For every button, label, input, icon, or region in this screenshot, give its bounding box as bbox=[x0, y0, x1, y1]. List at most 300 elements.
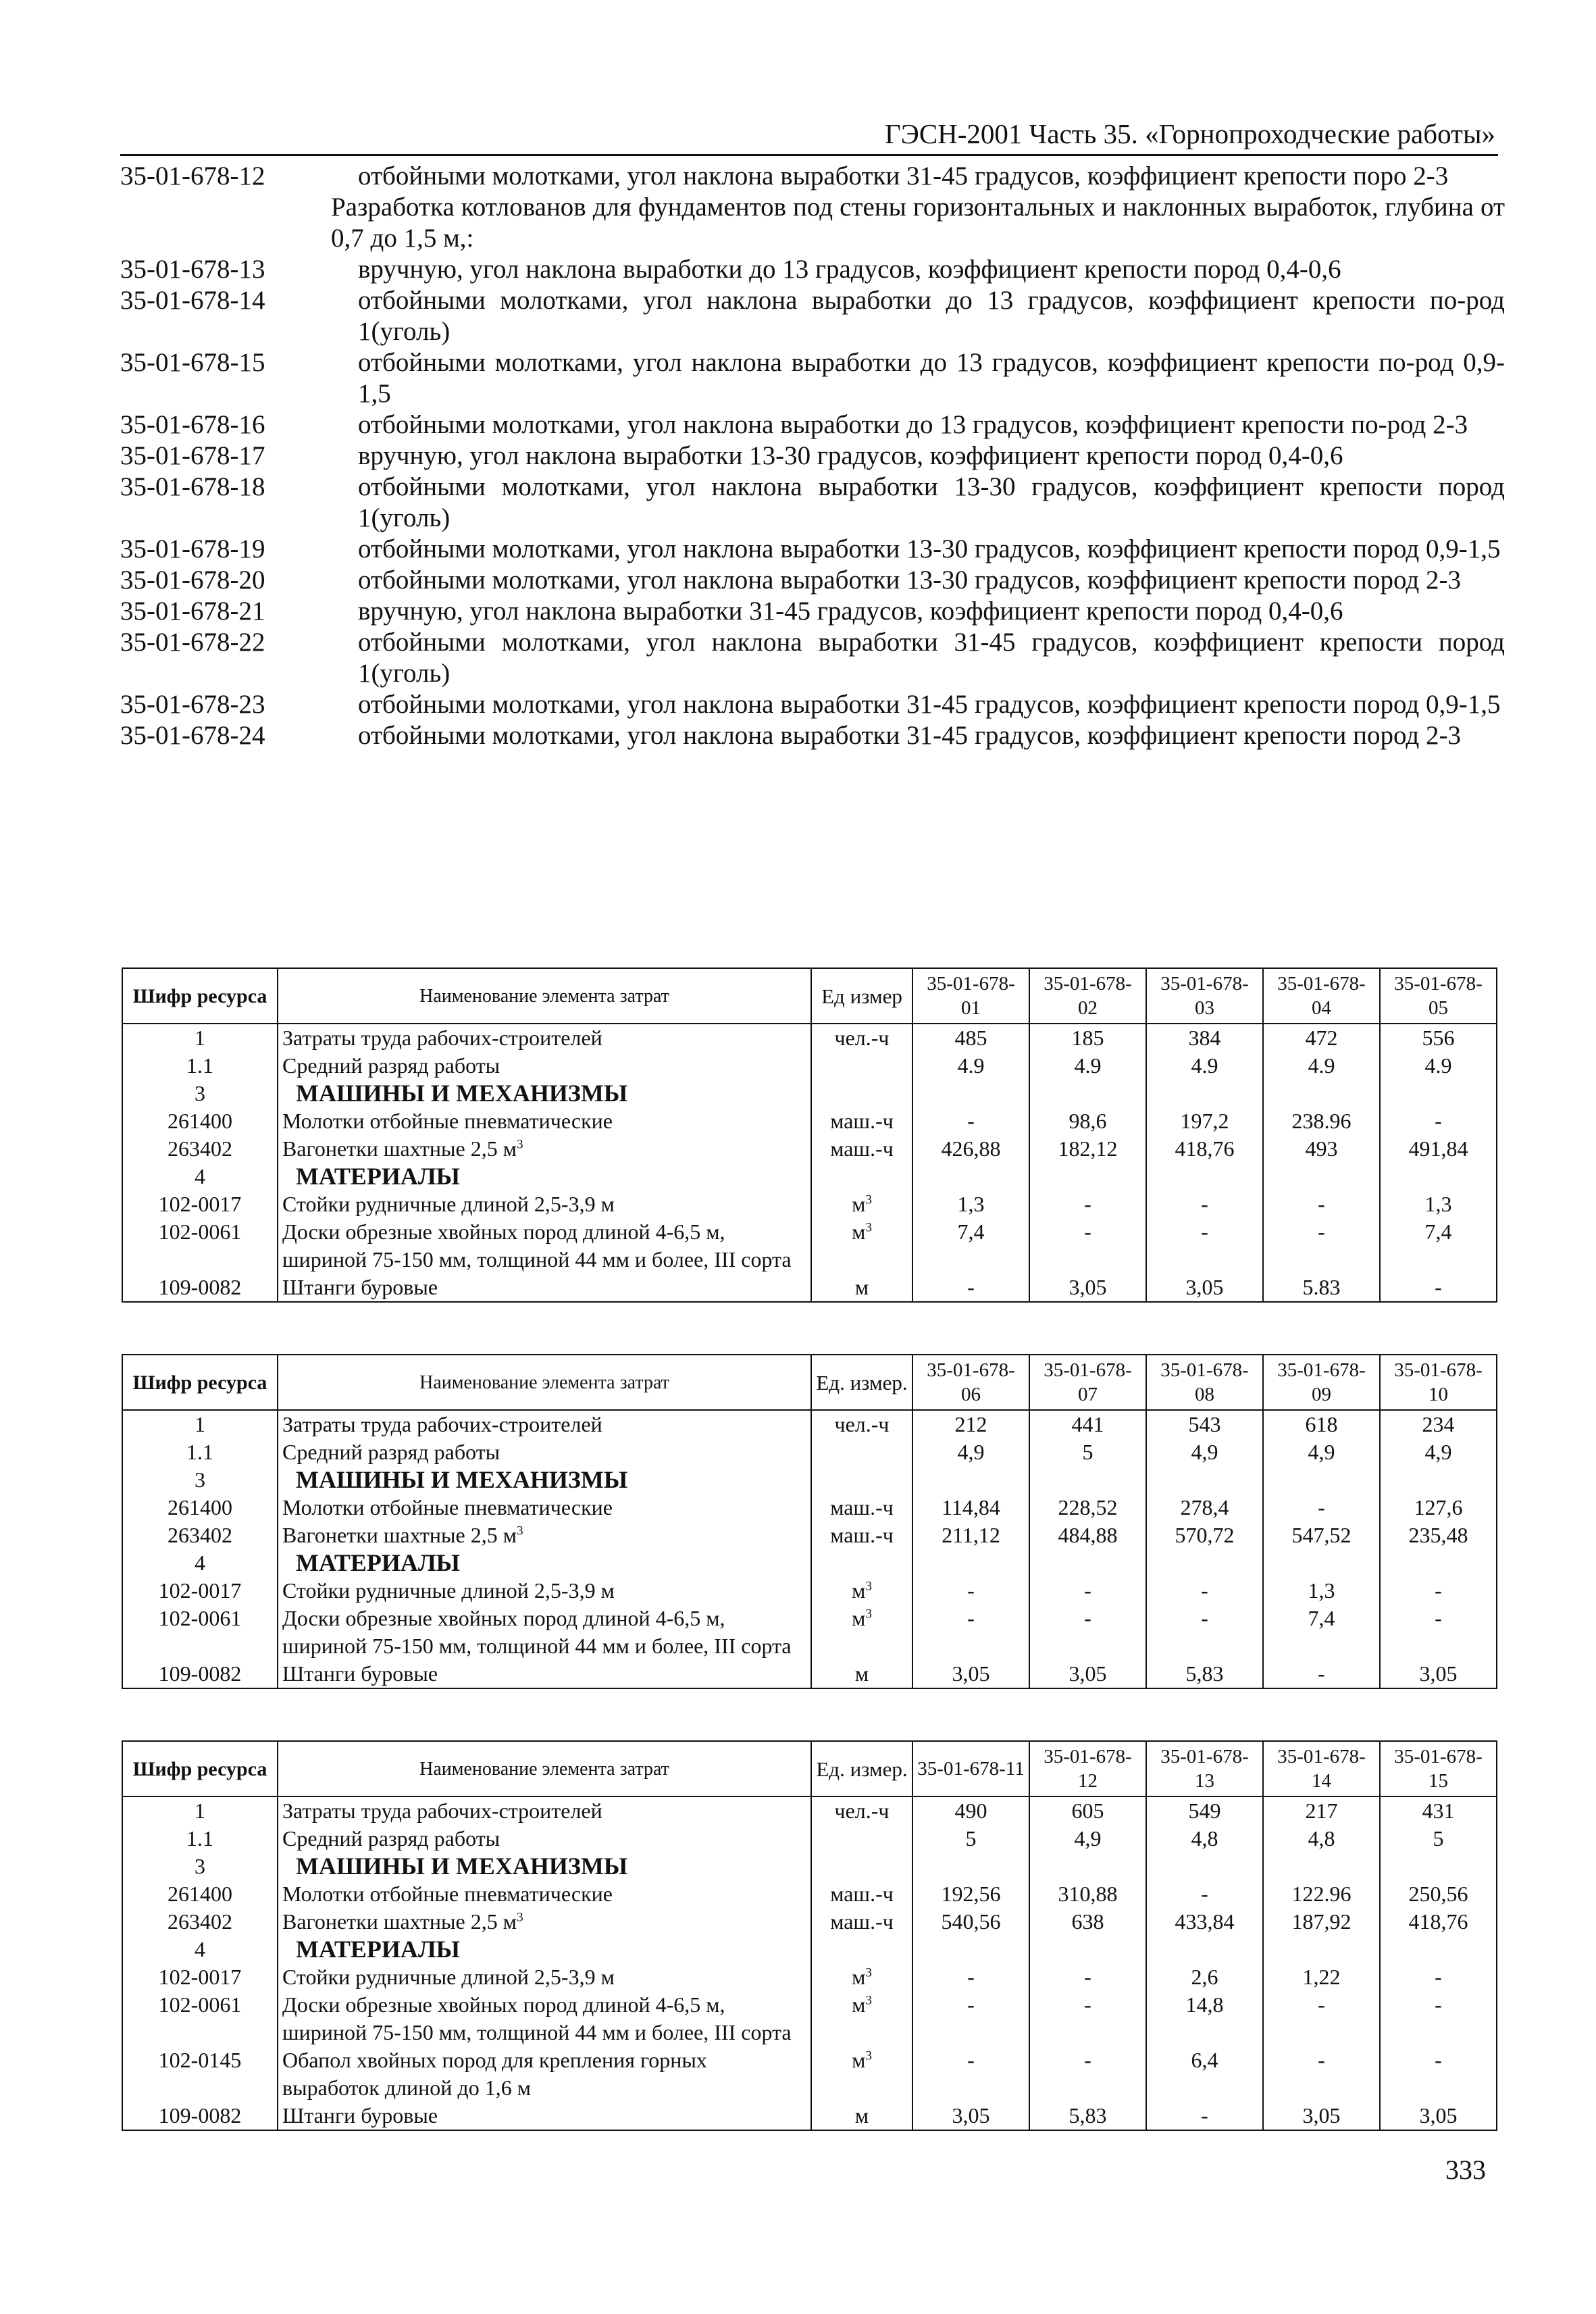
resource-code: 1.1 bbox=[122, 1438, 278, 1466]
norm-value: - bbox=[912, 1107, 1029, 1135]
norm-value bbox=[1380, 1936, 1497, 1963]
cost-element-text: Штанги буровые bbox=[282, 1275, 438, 1299]
unit bbox=[811, 1521, 912, 1549]
work-text: отбойными молотками, угол наклона выработки 13-30 градусов, коэффициент крепости пород 2-3 bbox=[358, 565, 1461, 595]
table-row bbox=[122, 1577, 1497, 1605]
norm-value: 1,22 bbox=[1263, 1963, 1380, 1991]
unit bbox=[811, 1410, 912, 1438]
unit bbox=[811, 1494, 912, 1521]
norm-value: 472 bbox=[1263, 1024, 1380, 1052]
norm-value: 3,05 bbox=[1029, 1274, 1146, 1302]
norm-value: - bbox=[1029, 1577, 1146, 1605]
cost-element-text: Штанги буровые bbox=[282, 2103, 438, 2128]
unit bbox=[811, 1438, 912, 1466]
table-row bbox=[122, 1218, 1497, 1274]
cost-element-name bbox=[278, 1163, 811, 1190]
cost-element-name bbox=[278, 1963, 811, 1991]
header-norm-code: 35-01-678-07 bbox=[1029, 1355, 1146, 1410]
cost-element-name bbox=[278, 1190, 811, 1218]
resource-code: 3 bbox=[122, 1466, 278, 1494]
header-norm-code: 35-01-678-01 bbox=[912, 968, 1029, 1024]
norm-value: - bbox=[1263, 1991, 1380, 2046]
norm-value bbox=[1029, 1549, 1146, 1577]
cost-element-name bbox=[278, 1466, 811, 1494]
resource-code: 102-0017 bbox=[122, 1577, 278, 1605]
superscript: 3 bbox=[516, 1137, 523, 1152]
norm-value: 4.9 bbox=[912, 1052, 1029, 1080]
header-norm-code: 35-01-678-10 bbox=[1380, 1355, 1497, 1410]
table-row bbox=[122, 1660, 1497, 1688]
norm-value: - bbox=[1380, 1107, 1497, 1135]
norm-value: - bbox=[1146, 1218, 1263, 1274]
norm-value bbox=[1146, 1853, 1263, 1880]
work-text: отбойными молотками, угол наклона выработки 31-45 градусов, коэффициент крепости пород 1(уголь) bbox=[358, 628, 1505, 688]
header-norm-code: 35-01-678-05 bbox=[1380, 968, 1497, 1024]
unit bbox=[811, 2102, 912, 2130]
section-row bbox=[122, 1080, 1497, 1107]
unit bbox=[811, 1080, 912, 1107]
norm-value: 187,92 bbox=[1263, 1908, 1380, 1936]
norm-value: - bbox=[912, 1605, 1029, 1660]
superscript: 3 bbox=[865, 1965, 872, 1980]
norm-value: 547,52 bbox=[1263, 1521, 1380, 1549]
work-text: вручную, угол наклона выработки до 13 градусов, коэффициент крепости пород 0,4-0,6 bbox=[358, 255, 1341, 284]
unit-text: маш.-ч bbox=[830, 1109, 894, 1133]
unit bbox=[811, 1963, 912, 1991]
unit bbox=[811, 1163, 912, 1190]
resource-code: 261400 bbox=[122, 1107, 278, 1135]
norm-value: 549 bbox=[1146, 1796, 1263, 1825]
header-norm-code: 35-01-678-09 bbox=[1263, 1355, 1380, 1410]
norm-value: 5,83 bbox=[1146, 1660, 1263, 1688]
resource-code: 3 bbox=[122, 1080, 278, 1107]
header-norm-code: 35-01-678-08 bbox=[1146, 1355, 1263, 1410]
header-unit: Ед. измер. bbox=[811, 1355, 912, 1410]
norm-value bbox=[912, 1080, 1029, 1107]
resource-code: 102-0061 bbox=[122, 1605, 278, 1660]
norm-value: 384 bbox=[1146, 1024, 1263, 1052]
work-item bbox=[120, 285, 1505, 347]
table-row bbox=[122, 1605, 1497, 1660]
superscript: 3 bbox=[865, 1993, 872, 2008]
work-code: 35-01-678-19 bbox=[120, 534, 265, 563]
cost-element-text: МАТЕРИАЛЫ bbox=[296, 1936, 460, 1963]
norm-value bbox=[1380, 1466, 1497, 1494]
norm-value: 605 bbox=[1029, 1796, 1146, 1825]
unit bbox=[811, 2046, 912, 2102]
norm-value: - bbox=[1029, 1218, 1146, 1274]
norm-value: 3,05 bbox=[1029, 1660, 1146, 1688]
norm-value: 7,4 bbox=[1263, 1605, 1380, 1660]
cost-element-text: Стойки рудничные длиной 2,5-3,9 м bbox=[282, 1578, 615, 1603]
unit-text: м bbox=[854, 1661, 869, 1686]
work-text: отбойными молотками, угол наклона выработки 31-45 градусов, коэффициент крепости пород 2-3 bbox=[358, 721, 1461, 750]
cost-element-text: МАШИНЫ И МЕХАНИЗМЫ bbox=[296, 1466, 628, 1493]
cost-element-text: Штанги буровые bbox=[282, 1661, 438, 1686]
cost-element-name bbox=[278, 1135, 811, 1163]
table-row bbox=[122, 1438, 1497, 1466]
norm-value: 278,4 bbox=[1146, 1494, 1263, 1521]
work-code: 35-01-678-16 bbox=[120, 410, 265, 439]
superscript: 3 bbox=[865, 1192, 872, 1207]
norm-value: 14,8 bbox=[1146, 1991, 1263, 2046]
superscript: 3 bbox=[865, 1607, 872, 1621]
norm-value: 7,4 bbox=[912, 1218, 1029, 1274]
norm-value bbox=[1263, 1549, 1380, 1577]
norm-value: 426,88 bbox=[912, 1135, 1029, 1163]
norm-value: 493 bbox=[1263, 1135, 1380, 1163]
norm-value: 4,9 bbox=[1380, 1438, 1497, 1466]
cost-element-name bbox=[278, 1024, 811, 1052]
cost-element-text: Молотки отбойные пневматические bbox=[282, 1109, 613, 1133]
norm-value: 4.9 bbox=[1029, 1052, 1146, 1080]
work-item bbox=[120, 161, 1505, 192]
work-text: отбойными молотками, угол наклона выработки до 13 градусов, коэффициент крепости по-род 1(уголь) bbox=[358, 286, 1505, 346]
cost-element-name bbox=[278, 1494, 811, 1521]
header-unit: Ед измер bbox=[811, 968, 912, 1024]
unit bbox=[811, 1825, 912, 1853]
cost-element-name bbox=[278, 1438, 811, 1466]
resource-code: 109-0082 bbox=[122, 1274, 278, 1302]
norm-value bbox=[1263, 1080, 1380, 1107]
norm-value: - bbox=[1263, 1660, 1380, 1688]
cost-element-name bbox=[278, 2046, 811, 2102]
unit bbox=[811, 1660, 912, 1688]
norm-value: 228,52 bbox=[1029, 1494, 1146, 1521]
unit-text: чел.-ч bbox=[834, 1026, 890, 1050]
norm-value bbox=[1029, 1163, 1146, 1190]
norm-value: 3,05 bbox=[1380, 1660, 1497, 1688]
work-item bbox=[120, 409, 1505, 441]
norm-value: - bbox=[1380, 1991, 1497, 2046]
cost-element-text: Молотки отбойные пневматические bbox=[282, 1495, 613, 1519]
norm-value: 5 bbox=[912, 1825, 1029, 1853]
cost-element-text: Стойки рудничные длиной 2,5-3,9 м bbox=[282, 1965, 615, 1989]
norm-value: - bbox=[1146, 2102, 1263, 2130]
norm-value bbox=[1263, 1163, 1380, 1190]
work-text: отбойными молотками, угол наклона выработки 31-45 градусов, коэффициент крепости поро 2-3 bbox=[358, 161, 1449, 191]
norm-value: 485 bbox=[912, 1024, 1029, 1052]
section-row bbox=[122, 1163, 1497, 1190]
table-header-row bbox=[122, 1355, 1497, 1410]
unit-text: чел.-ч bbox=[834, 1412, 890, 1436]
norm-value: 418,76 bbox=[1146, 1135, 1263, 1163]
work-text: отбойными молотками, угол наклона выработки до 13 градусов, коэффициент крепости по-род 0,9-1,5 bbox=[358, 348, 1505, 408]
cost-element-name bbox=[278, 1521, 811, 1549]
unit-text: маш.-ч bbox=[830, 1909, 894, 1934]
unit bbox=[811, 1190, 912, 1218]
norm-value: - bbox=[1263, 2046, 1380, 2102]
norm-value: - bbox=[1029, 1605, 1146, 1660]
cost-element-text: Доски обрезные хвойных пород длиной 4-6,5 м, шириной 75-150 мм, толщиной 44 мм и более, III сорта bbox=[282, 1992, 792, 2044]
norm-value: 4,8 bbox=[1263, 1825, 1380, 1853]
header-norm-code: 35-01-678-14 bbox=[1263, 1741, 1380, 1796]
work-code: 35-01-678-20 bbox=[120, 565, 265, 595]
work-item bbox=[120, 565, 1505, 596]
norm-value: - bbox=[1263, 1494, 1380, 1521]
norm-value: - bbox=[1380, 1963, 1497, 1991]
cost-element-name bbox=[278, 1991, 811, 2046]
cost-element-text: Средний разряд работы bbox=[282, 1826, 500, 1851]
norm-value: 5 bbox=[1380, 1825, 1497, 1853]
table-row bbox=[122, 1190, 1497, 1218]
norm-value bbox=[912, 1936, 1029, 1963]
unit bbox=[811, 1135, 912, 1163]
resource-code: 109-0082 bbox=[122, 2102, 278, 2130]
norm-value: - bbox=[1146, 1577, 1263, 1605]
work-text: вручную, угол наклона выработки 31-45 градусов, коэффициент крепости пород 0,4-0,6 bbox=[358, 597, 1343, 626]
header-title: ГЭСН-2001 Часть 35. «Горнопроходческие работы» bbox=[885, 118, 1495, 149]
norm-value bbox=[1146, 1163, 1263, 1190]
header-norm-code: 35-01-678-06 bbox=[912, 1355, 1029, 1410]
norm-value: 4,9 bbox=[1263, 1438, 1380, 1466]
superscript: 3 bbox=[516, 1524, 523, 1538]
cost-element-text: МАШИНЫ И МЕХАНИЗМЫ bbox=[296, 1853, 628, 1880]
cost-element-text: Затраты труда рабочих-строителей bbox=[282, 1799, 602, 1823]
table-row bbox=[122, 1024, 1497, 1052]
norm-value: 3,05 bbox=[912, 1660, 1029, 1688]
header-cost-element: Наименование элемента затрат bbox=[278, 1355, 811, 1410]
cost-element-text: Средний разряд работы bbox=[282, 1440, 500, 1464]
norm-value: - bbox=[912, 1991, 1029, 2046]
unit bbox=[811, 1991, 912, 2046]
cost-element-text: Вагонетки шахтные 2,5 м bbox=[282, 1523, 517, 1547]
norm-value: 490 bbox=[912, 1796, 1029, 1825]
header-unit: Ед. измер. bbox=[811, 1741, 912, 1796]
norm-value bbox=[1146, 1466, 1263, 1494]
resource-code: 102-0145 bbox=[122, 2046, 278, 2102]
norm-value bbox=[1029, 1936, 1146, 1963]
norm-value: - bbox=[1263, 1190, 1380, 1218]
norm-value: - bbox=[1380, 1577, 1497, 1605]
section-row bbox=[122, 1936, 1497, 1963]
norm-value: - bbox=[912, 1274, 1029, 1302]
section-row bbox=[122, 1853, 1497, 1880]
norm-value: - bbox=[1146, 1605, 1263, 1660]
norm-value bbox=[1146, 1936, 1263, 1963]
cost-element-name bbox=[278, 1080, 811, 1107]
work-code: 35-01-678-15 bbox=[120, 348, 265, 377]
page-number: 333 bbox=[1445, 2155, 1486, 2185]
norm-value: 192,56 bbox=[912, 1880, 1029, 1908]
resource-code: 1.1 bbox=[122, 1052, 278, 1080]
work-code: 35-01-678-17 bbox=[120, 441, 265, 470]
norm-value bbox=[1380, 1853, 1497, 1880]
resource-code: 109-0082 bbox=[122, 1660, 278, 1688]
resource-code: 1 bbox=[122, 1410, 278, 1438]
unit bbox=[811, 1024, 912, 1052]
section-row bbox=[122, 1549, 1497, 1577]
norm-table-1 bbox=[122, 967, 1497, 1303]
norm-value: 211,12 bbox=[912, 1521, 1029, 1549]
unit-text: маш.-ч bbox=[830, 1882, 894, 1906]
cost-element-name bbox=[278, 1908, 811, 1936]
resource-code: 102-0061 bbox=[122, 1991, 278, 2046]
norm-value: - bbox=[1146, 1190, 1263, 1218]
resource-code: 3 bbox=[122, 1853, 278, 1880]
unit bbox=[811, 1936, 912, 1963]
norm-value bbox=[1029, 1466, 1146, 1494]
cost-element-text: Доски обрезные хвойных пород длиной 4-6,5 м, шириной 75-150 мм, толщиной 44 мм и более, III сорта bbox=[282, 1606, 792, 1658]
cost-element-name bbox=[278, 1577, 811, 1605]
norm-value: 5.83 bbox=[1263, 1274, 1380, 1302]
norm-value: - bbox=[1029, 1190, 1146, 1218]
cost-element-text: Вагонетки шахтные 2,5 м bbox=[282, 1909, 517, 1934]
work-item bbox=[120, 596, 1505, 627]
norm-value: 5 bbox=[1029, 1438, 1146, 1466]
work-code: 35-01-678-13 bbox=[120, 255, 265, 284]
norm-value: 3,05 bbox=[1263, 2102, 1380, 2130]
resource-code: 1 bbox=[122, 1024, 278, 1052]
unit-text: м bbox=[852, 2048, 866, 2072]
norm-value: 491,84 bbox=[1380, 1135, 1497, 1163]
table-row bbox=[122, 1135, 1497, 1163]
norm-table-3 bbox=[122, 1740, 1497, 2131]
table-row bbox=[122, 1494, 1497, 1521]
norm-value: 212 bbox=[912, 1410, 1029, 1438]
table-row bbox=[122, 1521, 1497, 1549]
unit-text: м bbox=[852, 1606, 866, 1630]
cost-element-name bbox=[278, 1825, 811, 1853]
unit bbox=[811, 1466, 912, 1494]
cost-element-name bbox=[278, 1410, 811, 1438]
resource-code: 263402 bbox=[122, 1135, 278, 1163]
table-row bbox=[122, 1908, 1497, 1936]
work-code: 35-01-678-12 bbox=[120, 161, 265, 191]
unit bbox=[811, 1107, 912, 1135]
norm-value: - bbox=[1380, 1605, 1497, 1660]
norm-value: 570,72 bbox=[1146, 1521, 1263, 1549]
resource-code: 263402 bbox=[122, 1908, 278, 1936]
cost-element-text: МАШИНЫ И МЕХАНИЗМЫ bbox=[296, 1080, 628, 1107]
work-item bbox=[120, 441, 1505, 472]
unit bbox=[811, 1577, 912, 1605]
unit-text: чел.-ч bbox=[834, 1799, 890, 1823]
norm-value: 98,6 bbox=[1029, 1107, 1146, 1135]
unit bbox=[811, 1796, 912, 1825]
header-norm-code: 35-01-678-04 bbox=[1263, 968, 1380, 1024]
norm-value: - bbox=[1029, 1991, 1146, 2046]
norm-value: - bbox=[1029, 1963, 1146, 1991]
cost-element-text: Молотки отбойные пневматические bbox=[282, 1882, 613, 1906]
work-item bbox=[120, 720, 1505, 751]
norm-value bbox=[1146, 1549, 1263, 1577]
norm-value bbox=[912, 1466, 1029, 1494]
work-code: 35-01-678-23 bbox=[120, 690, 265, 719]
cost-element-name bbox=[278, 2102, 811, 2130]
norm-value: 4.9 bbox=[1380, 1052, 1497, 1080]
cost-element-name bbox=[278, 1218, 811, 1274]
header-norm-code: 35-01-678-11 bbox=[912, 1741, 1029, 1796]
norm-value: 114,84 bbox=[912, 1494, 1029, 1521]
resource-code: 102-0017 bbox=[122, 1963, 278, 1991]
norm-value: 197,2 bbox=[1146, 1107, 1263, 1135]
cost-element-text: Стойки рудничные длиной 2,5-3,9 м bbox=[282, 1192, 615, 1216]
unit bbox=[811, 1052, 912, 1080]
norm-value: - bbox=[912, 1577, 1029, 1605]
cost-element-name bbox=[278, 1880, 811, 1908]
table-row bbox=[122, 1963, 1497, 1991]
norm-value: 4,9 bbox=[912, 1438, 1029, 1466]
cost-element-text: Обапол хвойных пород для крепления горных выработок длиной до 1,6 м bbox=[282, 2048, 707, 2100]
work-text: отбойными молотками, угол наклона выработки 31-45 градусов, коэффициент крепости пород 0,9-1,5 bbox=[358, 690, 1501, 719]
norm-value: 127,6 bbox=[1380, 1494, 1497, 1521]
norm-value bbox=[912, 1853, 1029, 1880]
norm-value bbox=[1263, 1853, 1380, 1880]
norm-value: - bbox=[1380, 1274, 1497, 1302]
work-item bbox=[120, 627, 1505, 689]
norm-value bbox=[1380, 1549, 1497, 1577]
norm-value: 4.9 bbox=[1146, 1052, 1263, 1080]
unit-text: м bbox=[852, 1578, 866, 1603]
cost-element-name bbox=[278, 1107, 811, 1135]
unit bbox=[811, 1218, 912, 1274]
norm-value: - bbox=[1029, 2046, 1146, 2102]
norm-value: 418,76 bbox=[1380, 1908, 1497, 1936]
norm-value: 441 bbox=[1029, 1410, 1146, 1438]
work-text: отбойными молотками, угол наклона выработки 13-30 градусов, коэффициент крепости пород 1(уголь) bbox=[358, 472, 1505, 532]
norm-value: 122.96 bbox=[1263, 1880, 1380, 1908]
norm-value bbox=[1263, 1936, 1380, 1963]
cost-element-text: МАТЕРИАЛЫ bbox=[296, 1163, 460, 1190]
table-row bbox=[122, 1107, 1497, 1135]
table-row bbox=[122, 1880, 1497, 1908]
norm-value bbox=[1029, 1080, 1146, 1107]
work-text: отбойными молотками, угол наклона выработки до 13 градусов, коэффициент крепости по-род 2-3 bbox=[358, 410, 1468, 439]
norm-value bbox=[912, 1163, 1029, 1190]
cost-element-name bbox=[278, 1549, 811, 1577]
norm-value: 484,88 bbox=[1029, 1521, 1146, 1549]
norm-value: 182,12 bbox=[1029, 1135, 1146, 1163]
norm-value: 1,3 bbox=[1263, 1577, 1380, 1605]
cost-element-name bbox=[278, 1936, 811, 1963]
norm-value: 3,05 bbox=[1146, 1274, 1263, 1302]
norm-value: - bbox=[1380, 2046, 1497, 2102]
norm-value: 6,4 bbox=[1146, 2046, 1263, 2102]
norm-value: 238.96 bbox=[1263, 1107, 1380, 1135]
resource-code: 261400 bbox=[122, 1494, 278, 1521]
resource-code: 4 bbox=[122, 1549, 278, 1577]
work-text: вручную, угол наклона выработки 13-30 градусов, коэффициент крепости пород 0,4-0,6 bbox=[358, 441, 1343, 470]
norm-value: 4.9 bbox=[1263, 1052, 1380, 1080]
resource-code: 1 bbox=[122, 1796, 278, 1825]
unit bbox=[811, 1274, 912, 1302]
work-code: 35-01-678-14 bbox=[120, 286, 265, 315]
norm-value: 556 bbox=[1380, 1024, 1497, 1052]
norm-value: 250,56 bbox=[1380, 1880, 1497, 1908]
norm-value: 3,05 bbox=[912, 2102, 1029, 2130]
norm-value bbox=[1380, 1080, 1497, 1107]
unit bbox=[811, 1605, 912, 1660]
norm-value: 5,83 bbox=[1029, 2102, 1146, 2130]
cost-element-text: Доски обрезные хвойных пород длиной 4-6,5 м, шириной 75-150 мм, толщиной 44 мм и более, III сорта bbox=[282, 1219, 792, 1272]
unit bbox=[811, 1880, 912, 1908]
table-row bbox=[122, 1052, 1497, 1080]
norm-value: - bbox=[912, 1963, 1029, 1991]
cost-element-text: МАТЕРИАЛЫ bbox=[296, 1549, 460, 1576]
running-header bbox=[120, 114, 1498, 156]
norm-value: 2,6 bbox=[1146, 1963, 1263, 1991]
table-row bbox=[122, 2102, 1497, 2130]
cost-element-text: Вагонетки шахтные 2,5 м bbox=[282, 1136, 517, 1161]
cost-element-name bbox=[278, 1052, 811, 1080]
work-code: 35-01-678-22 bbox=[120, 628, 265, 657]
work-code: 35-01-678-21 bbox=[120, 597, 265, 626]
header-cost-element: Наименование элемента затрат bbox=[278, 968, 811, 1024]
norm-value: 234 bbox=[1380, 1410, 1497, 1438]
header-resource-code: Шифр ресурса bbox=[122, 968, 278, 1024]
cost-element-text: Затраты труда рабочих-строителей bbox=[282, 1026, 602, 1050]
